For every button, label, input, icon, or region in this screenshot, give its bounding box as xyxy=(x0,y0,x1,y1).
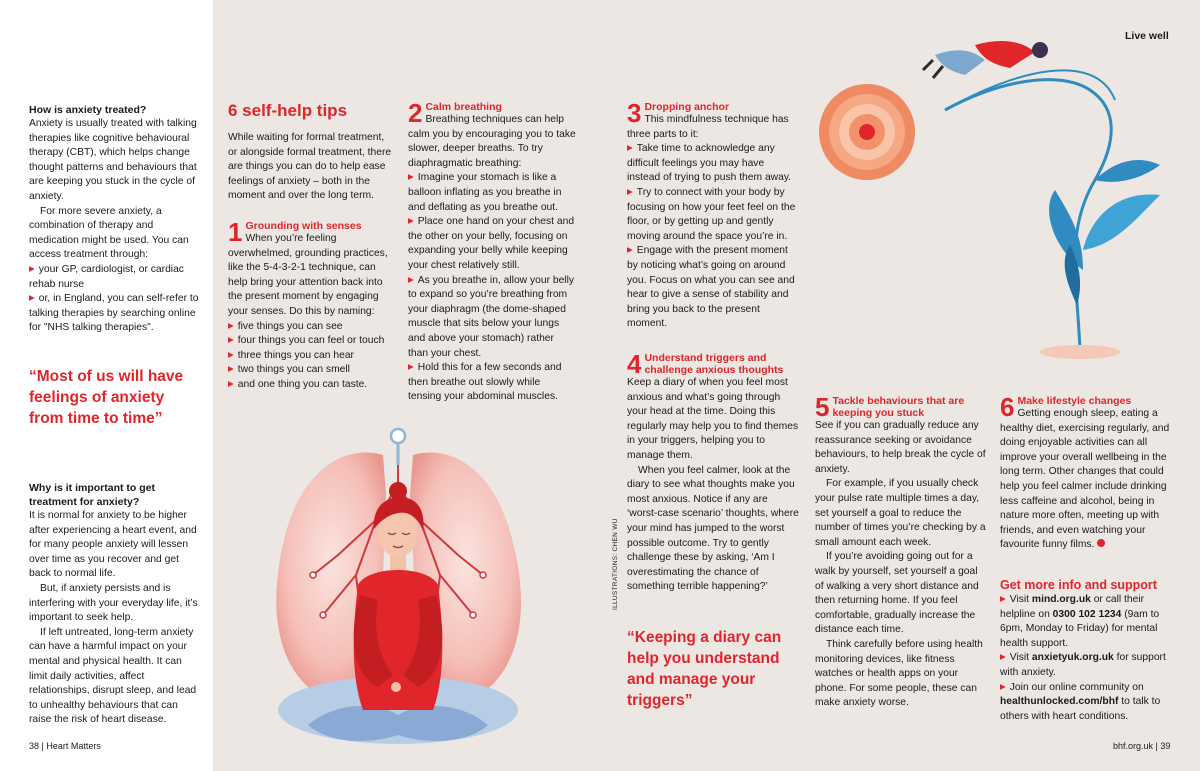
tip-3-item: ▶ Try to connect with your body by focusing on how your feet feel on the floor, or by getting up and gently moving around the space you’re in. xyxy=(627,186,799,244)
why-heading: Why is it important to get treatment for anxiety? xyxy=(29,482,155,508)
tip-1-title: Grounding with senses xyxy=(245,219,362,232)
treatment-paragraph-2: For more severe anxiety, a combination of therapy and medication might be used. You can access treatment through: xyxy=(29,205,189,261)
tip-2 xyxy=(408,98,576,171)
tip-5-paragraph-1: See if you can gradually reduce any reassurance seeking or avoidance behaviours, to help break the cycle of anxiety. xyxy=(815,420,986,475)
tip-3-title: Dropping anchor xyxy=(644,101,730,113)
lungs-meditation-illustration xyxy=(268,425,533,765)
why-section xyxy=(29,481,199,728)
folio-left: 38 | Heart Matters xyxy=(29,741,101,751)
mind-phone: 0300 102 1234 xyxy=(1052,608,1122,620)
folio-right: bhf.org.uk | 39 xyxy=(1113,741,1171,751)
tip-6 xyxy=(1000,392,1172,553)
tip-4-number: 4 xyxy=(627,349,642,379)
tip-6-text: Getting enough sleep, eating a healthy diet, exercising regularly, and doing enjoyable activities can all improve your overall wellbeing in the long term. Other changes that could help you feel calmer include drinking less caffeine and alcohol, being in nature more often, meeting up with friends, and even watching your favourite funny films. xyxy=(1000,408,1170,551)
tip-3-number: 3 xyxy=(627,98,642,128)
treatment-bullet-1: ▶ your GP, cardiologist, or cardiac rehab nurse xyxy=(29,263,199,292)
flower-person-illustration xyxy=(815,20,1200,365)
tip-1-text: When you’re feeling overwhelmed, grounding practices, like the 5-4-3-2-1 technique, can help bring your attention back into the present moment by engaging your senses. Do this by naming: xyxy=(228,232,388,317)
tips-intro: While waiting for formal treatment, or alongside formal treatment, there are things you can do to help ease feelings of anxiety – both in the moment and over the long term. xyxy=(228,132,392,202)
more-info-item-mind: ▶ Visit mind.org.uk or call their helpline on 0300 102 1234 (9am to 6pm, Monday to Friday) for mental health support. xyxy=(1000,593,1172,651)
healthunlocked-link[interactable]: healthunlocked.com/bhf xyxy=(1000,696,1119,708)
tip-1-item: ▶ two things you can smell xyxy=(228,363,396,378)
tip-4-paragraph-1: Keep a diary of when you feel most anxious and what’s going through your head at the time. Doing this regularly may help you to find themes in your triggers, helping you to manage them. xyxy=(627,377,799,461)
tip-5-paragraph-2: For example, if you usually check your pulse rate multiple times a day, set yourself a goal to reduce the number of times you’re checking by a small amount each week. xyxy=(815,478,986,548)
tip-1 xyxy=(228,216,396,320)
pull-quote-1: “Most of us will have feelings of anxiety from time to time” xyxy=(29,368,184,427)
tip-4-title: Understand triggers and challenge anxious thoughts xyxy=(644,352,784,376)
tip-3-column xyxy=(627,98,799,332)
tip-5-number: 5 xyxy=(815,392,830,422)
tip-2-column xyxy=(408,98,576,405)
more-info-box xyxy=(1000,577,1172,724)
tip-4 xyxy=(627,349,799,379)
tip-1-item: ▶ four things you can feel or touch xyxy=(228,334,396,349)
tip-2-item: ▶ As you breathe in, allow your belly to expand so you’re breathing from your diaphragm (the dome-shaped muscle that sits below your lungs and above your stomach) rather than your chest. xyxy=(408,274,576,362)
why-paragraph-2: But, if anxiety persists and is interfering with your everyday life, it’s important to seek help. xyxy=(29,582,198,624)
tip-5-column xyxy=(815,392,987,711)
tip-3-text: This mindfulness technique has three parts to it: xyxy=(627,114,789,140)
treatment-heading: How is anxiety treated? xyxy=(29,104,147,116)
treatment-bullet-2: ▶ or, in England, you can self-refer to talking therapies by searching online for "NHS talking therapies". xyxy=(29,292,199,336)
tip-5 xyxy=(815,392,987,422)
tip-1-item: ▶ five things you can see xyxy=(228,320,396,335)
tips-intro-column xyxy=(228,101,396,393)
why-paragraph-1: It is normal for anxiety to be higher after experiencing a heart event, and for many people anxiety will lessen over time as you recover and get back to normal life. xyxy=(29,510,197,580)
tip-2-text: Breathing techniques can help calm you by encouraging you to take slower, deeper breaths. To try diaphragmatic breathing: xyxy=(408,114,576,169)
tip-5-title: Tackle behaviours that are keeping you stuck xyxy=(832,395,965,419)
tip-3-item: ▶ Take time to acknowledge any difficult feelings you may have instead of trying to push them away. xyxy=(627,142,799,186)
tip-4-paragraph-2: When you feel calmer, look at the diary to see what thoughts make you most anxious. Notice if any are ‘worst-case scenario’ thoughts, where your mind has jumped to the worst possible outcome. Try to gently challenge these by asking, ‘Am I overestimating the chance of something terrible happening?’ xyxy=(627,464,799,593)
tip-6-number: 6 xyxy=(1000,392,1015,422)
why-paragraph-3: If left untreated, long-term anxiety can have a harmful impact on your mental and physical health. It can limit daily activities, affect relationships, disrupt sleep, and lead to unhealthy behaviours that can raise the risk of heart disease. xyxy=(29,626,197,726)
end-mark-icon xyxy=(1097,539,1105,547)
more-info-title: Get more info and support xyxy=(1000,578,1157,592)
tip-4-column xyxy=(627,349,799,595)
tip-3 xyxy=(627,98,799,142)
tip-2-item: ▶ Imagine your stomach is like a balloon inflating as you breathe in and deflating as you breathe out. xyxy=(408,171,576,215)
more-info-item-community: ▶ Join our online community on healthunlocked.com/bhf to talk to others with heart conditions. xyxy=(1000,681,1172,725)
tip-5-paragraph-4: Think carefully before using health monitoring devices, like fitness watches or health apps on your phone. For some people, these can make anxiety worse. xyxy=(815,638,983,709)
tip-6-title: Make lifestyle changes xyxy=(1017,395,1132,407)
treatment-paragraph-1: Anxiety is usually treated with talking therapies like cognitive behavioural therapy (CBT), which helps change thought patterns and behaviours that are keeping you stuck in the cycle of anxiety. xyxy=(29,118,197,202)
tip-2-item: ▶ Place one hand on your chest and the other on your belly, focusing on expanding your belly while keeping your chest relatively still. xyxy=(408,215,576,273)
illustration-credit: ILLUSTRATIONS: CHEN WU xyxy=(612,518,619,610)
tip-3-item: ▶ Engage with the present moment by noticing what’s going on around you. Focus on what you can see and hear to give a sense of stability and bring you back to the present moment. xyxy=(627,244,799,332)
section-label: Live well xyxy=(1125,30,1169,42)
tip-1-item: ▶ three things you can hear xyxy=(228,349,396,364)
tip-5-paragraph-3: If you’re avoiding going out for a walk by yourself, set yourself a goal of walking a very short distance and then returning home. If you feel comfortable, gradually increase the distance each time. xyxy=(815,551,979,636)
tip-2-title: Calm breathing xyxy=(425,101,502,113)
tips-title: 6 self-help tips xyxy=(228,101,348,120)
more-info-item-anxietyuk: ▶ Visit anxietyuk.org.uk for support with anxiety. xyxy=(1000,651,1172,680)
tip-2-number: 2 xyxy=(408,98,423,128)
tip-6-column xyxy=(1000,392,1172,553)
pull-quote-2: “Keeping a diary can help you understand and manage your triggers” xyxy=(627,629,782,709)
tip-2-item: ▶ Hold this for a few seconds and then breathe out slowly while tensing your abdominal muscles. xyxy=(408,361,576,405)
tip-1-item: ▶ and one thing you can taste. xyxy=(228,378,396,393)
treatment-section xyxy=(29,103,199,336)
mind-link[interactable]: mind.org.uk xyxy=(1031,594,1091,605)
tip-1-number: 1 xyxy=(228,216,243,247)
anxietyuk-link[interactable]: anxietyuk.org.uk xyxy=(1031,652,1114,664)
